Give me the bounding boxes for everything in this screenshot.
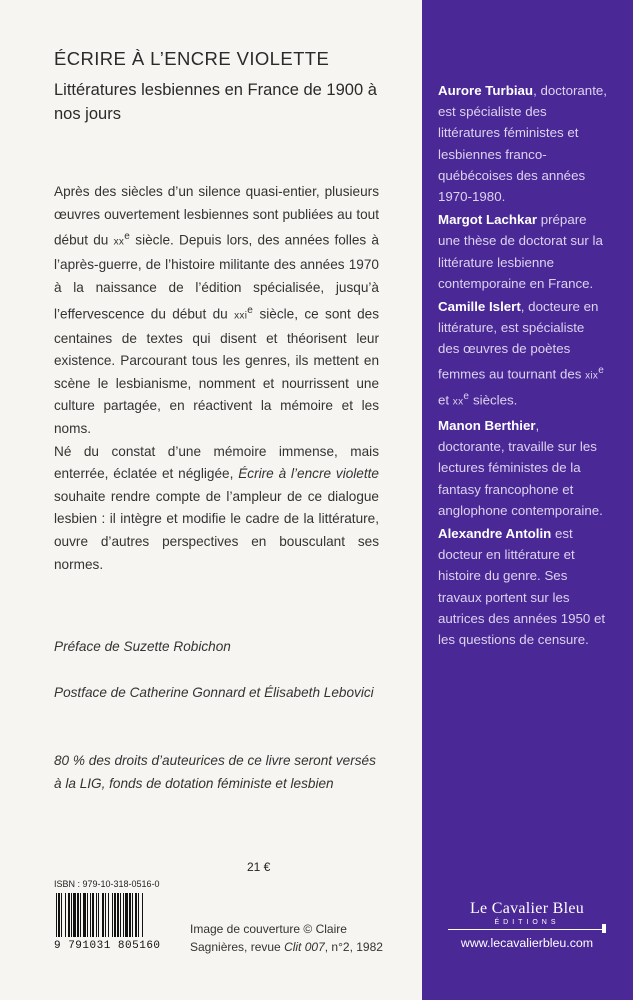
price: 21 €	[247, 860, 271, 874]
barcode-bar	[132, 893, 133, 937]
barcode-bar	[96, 893, 97, 937]
blurb-paragraph-2: Né du constat d’une mémoire immense, mais enterrée, éclatée et négligée, Écrire à l’encre violette souhaite rendre compte de l’ampleur de ce dialogue lesbien : il intègre et modifie le cadre de la littérature, ouvre d’autres perspectives en bousculant ses normes.	[54, 443, 379, 572]
barcode-digits: 9 791031 805160	[54, 940, 161, 952]
publisher-rule	[448, 929, 606, 930]
barcode-bar	[108, 893, 109, 937]
barcode-bar	[142, 893, 143, 937]
book-title: ÉCRIRE À L’ENCRE VIOLETTE	[54, 48, 330, 69]
barcode-bar	[120, 893, 121, 937]
barcode-bar	[105, 893, 106, 937]
barcode-bar	[125, 893, 128, 937]
blurb-paragraph-1: Après des siècles d’un silence quasi-entier, plusieurs œuvres ouvertement lesbiennes sont publiées au tout début du $xx^e$ siècle. Depuis lors, des années folles à l’après-guerre, de l’histoire militante des années 1970 à la naissance de l’édition spécialisée, jusqu’à l’effervescence du début du xxi$^e$ siècle, ce sont des centaines de textes qui disent et théorisent leur existence. Parcourant tous les genres, ils mettent en scène le lesbianisme, nomment et nourrissent une culture partagée, en réactivent la mémoire et les noms.	[54, 184, 379, 436]
barcode-bar	[138, 893, 139, 937]
author-bio: Alexandre Antolin est docteur en littérature et histoire du genre. Ses travaux portent sur les autrices des années 1950 et les questions de censure.	[438, 525, 606, 647]
barcode-bar	[68, 893, 70, 937]
preface-credit: Préface de Suzette Robichon	[54, 639, 231, 654]
barcode-bar	[114, 893, 116, 937]
barcode-bar	[65, 893, 66, 937]
barcode-bar	[71, 893, 72, 937]
barcode-bar	[90, 893, 91, 937]
barcode-bar	[117, 893, 119, 937]
barcode	[54, 893, 180, 952]
publisher-logo: Le Cavalier Bleu	[469, 900, 585, 917]
barcode-bar	[102, 893, 104, 937]
cover-image-credit: Image de couverture © Claire Sagnières, revue Clit 007, n°2, 1982	[190, 922, 383, 954]
barcode-bar	[98, 893, 99, 937]
postface-credit: Postface de Catherine Gonnard et Élisabeth Lebovici	[54, 685, 374, 700]
barcode-bar	[112, 893, 113, 937]
author-bio: Margot Lachkar prépare une thèse de doctorat sur la littérature lesbienne contemporaine en France.	[438, 212, 603, 291]
barcode-bar	[83, 893, 86, 937]
barcode-bar	[135, 893, 137, 937]
barcode-bar	[61, 893, 62, 937]
isbn: ISBN : 979-10-318-0516-0	[54, 879, 160, 889]
publisher-editions-label: ÉDITIONS	[494, 919, 560, 926]
barcode-bar	[58, 893, 60, 937]
author-bios	[438, 80, 608, 652]
publisher-url[interactable]: www.lecavalierbleu.com	[460, 936, 594, 950]
barcode-bar	[73, 893, 76, 937]
rights-note: 80 % des droits d’auteurices de ce livre seront versés à la LIG, fonds de dotation féministe et lesbien	[54, 753, 376, 791]
barcode-bar	[129, 893, 131, 937]
publisher-block	[432, 900, 622, 950]
barcode-bar	[87, 893, 88, 937]
author-bio: Manon Berthier, doctorante, travaille sur les lectures féministes de la fantasy francophone et anglophone contemporaine.	[438, 417, 603, 518]
barcode-bar	[92, 893, 94, 937]
author-bio: Aurore Turbiau, doctorante, est spécialiste des littératures féministes et lesbiennes franco-québécoises des années 1970-1980.	[438, 83, 607, 205]
barcode-bar	[123, 893, 124, 937]
book-subtitle: Littératures lesbiennes en France de 1900 à nos jours	[54, 81, 377, 123]
barcode-bar	[77, 893, 79, 937]
barcode-bar	[80, 893, 81, 937]
barcode-bars	[54, 893, 180, 939]
barcode-bar	[56, 893, 57, 937]
blurb	[54, 181, 379, 576]
author-bio: Camille Islert, docteure en littérature, est spécialiste des œuvres de poètes femmes au tournant des xix$^e$ et $xx^e$ siècles.	[438, 299, 605, 408]
